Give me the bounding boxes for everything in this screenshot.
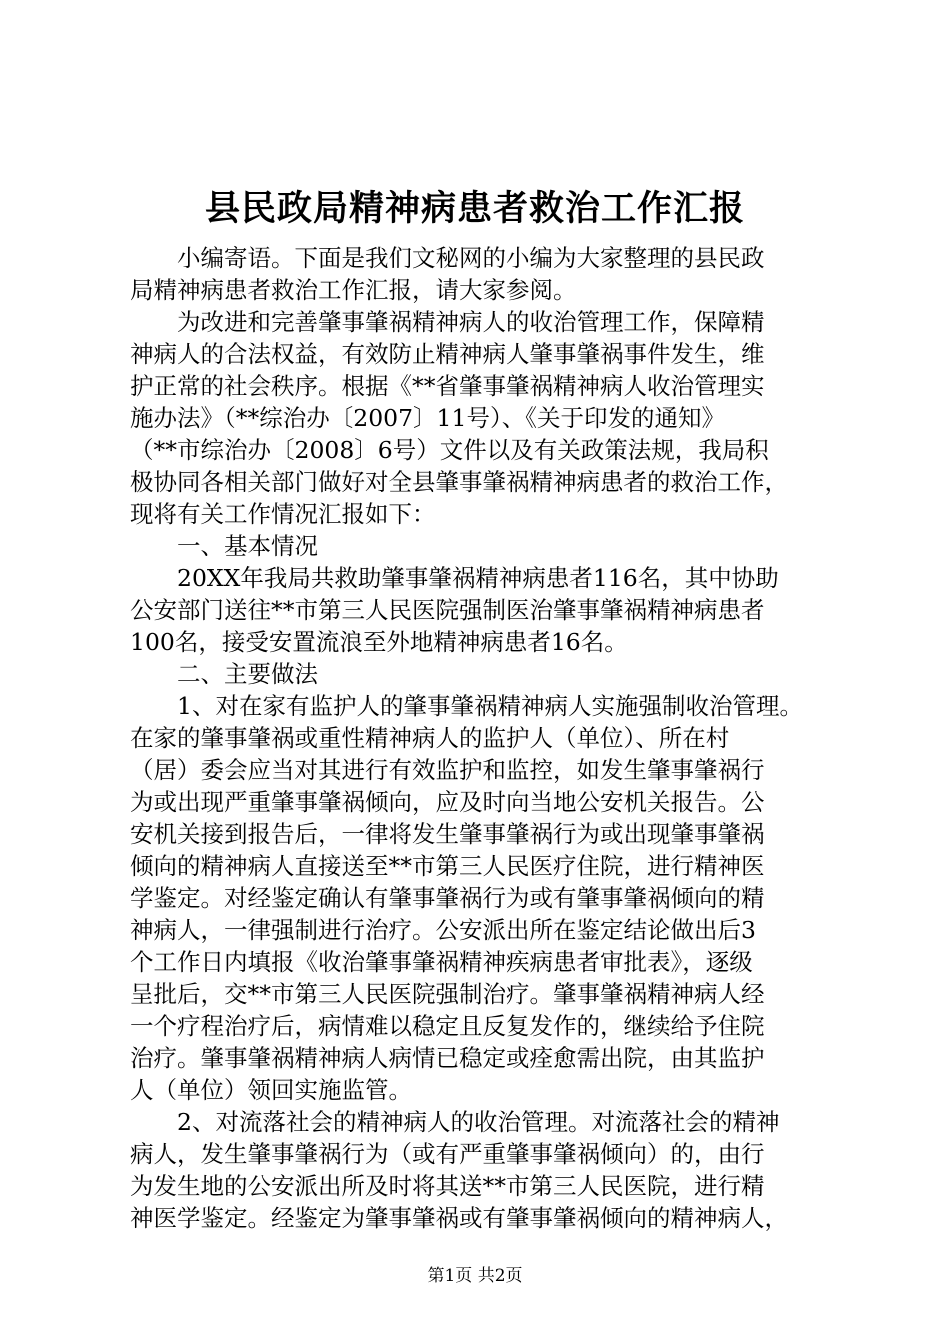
- text-line: 护正常的社会秩序。根据《**省肇事肇祸精神病人收治管理实: [130, 372, 765, 400]
- text-line: 100名，接受安置流浪至外地精神病患者16名。: [130, 628, 628, 656]
- text-line: 小编寄语。下面是我们文秘网的小编为大家整理的县民政: [130, 244, 765, 272]
- section-heading: 二、主要做法: [130, 660, 318, 688]
- text-line: 呈批后，交**市第三人民医院强制治疗。肇事肇祸精神病人经: [130, 980, 765, 1008]
- text-line: 一个疗程治疗后，病情难以稳定且反复发作的，继续给予住院: [130, 1012, 765, 1040]
- page-footer: 第1页 共2页: [427, 1266, 523, 1286]
- text-line: 在家的肇事肇祸或重性精神病人的监护人（单位）、所在村: [130, 724, 730, 752]
- text-line: 现将有关工作情况汇报如下：: [130, 500, 436, 528]
- text-line: 倾向的精神病人直接送至**市第三人民医疗住院，进行精神医: [130, 852, 765, 880]
- text-line: （**市综治办〔2008〕6号）文件以及有关政策法规，我局积: [130, 436, 769, 464]
- text-line: 为改进和完善肇事肇祸精神病人的收治管理工作，保障精: [130, 308, 765, 336]
- text-line: 神病人的合法权益，有效防止精神病人肇事肇祸事件发生，维: [130, 340, 765, 368]
- text-line: 病人，发生肇事肇祸行为（或有严重肇事肇祸倾向）的，由行: [130, 1140, 765, 1168]
- section-heading: 一、基本情况: [130, 532, 318, 560]
- text-line: 神病人，一律强制进行治疗。公安派出所在鉴定结论做出后3: [130, 916, 756, 944]
- text-line: 神医学鉴定。经鉴定为肇事肇祸或有肇事肇祸倾向的精神病人，: [130, 1204, 788, 1232]
- text-line: 极协同各相关部门做好对全县肇事肇祸精神病患者的救治工作，: [130, 468, 788, 496]
- text-line: 为发生地的公安派出所及时将其送**市第三人民医院，进行精: [130, 1172, 765, 1200]
- text-line: 1、对在家有监护人的肇事肇祸精神病人实施强制收治管理。: [130, 692, 803, 720]
- text-line: 施办法》（**综治办〔2007〕11号）、《关于印发的通知》: [130, 404, 725, 432]
- text-line: 学鉴定。对经鉴定确认有肇事肇祸行为或有肇事肇祸倾向的精: [130, 884, 765, 912]
- text-line: 人（单位）领回实施监管。: [130, 1076, 412, 1104]
- text-line: （居）委会应当对其进行有效监护和监控，如发生肇事肇祸行: [130, 756, 765, 784]
- text-line: 个工作日内填报《收治肇事肇祸精神疾病患者审批表》，逐级: [130, 948, 753, 976]
- text-line: 20XX年我局共救助肇事肇祸精神病患者116名，其中协助: [130, 564, 779, 592]
- text-line: 局精神病患者救治工作汇报，请大家参阅。: [130, 276, 577, 304]
- text-line: 为或出现严重肇事肇祸倾向，应及时向当地公安机关报告。公: [130, 788, 765, 816]
- text-line: 治疗。肇事肇祸精神病人病情已稳定或痊愈需出院，由其监护: [130, 1044, 765, 1072]
- text-line: 安机关接到报告后，一律将发生肇事肇祸行为或出现肇事肇祸: [130, 820, 765, 848]
- page-title: 县民政局精神病患者救治工作汇报: [204, 188, 745, 229]
- text-line: 2、对流落社会的精神病人的收治管理。对流落社会的精神: [130, 1108, 780, 1136]
- text-line: 公安部门送往**市第三人民医院强制医治肇事肇祸精神病患者: [130, 596, 765, 624]
